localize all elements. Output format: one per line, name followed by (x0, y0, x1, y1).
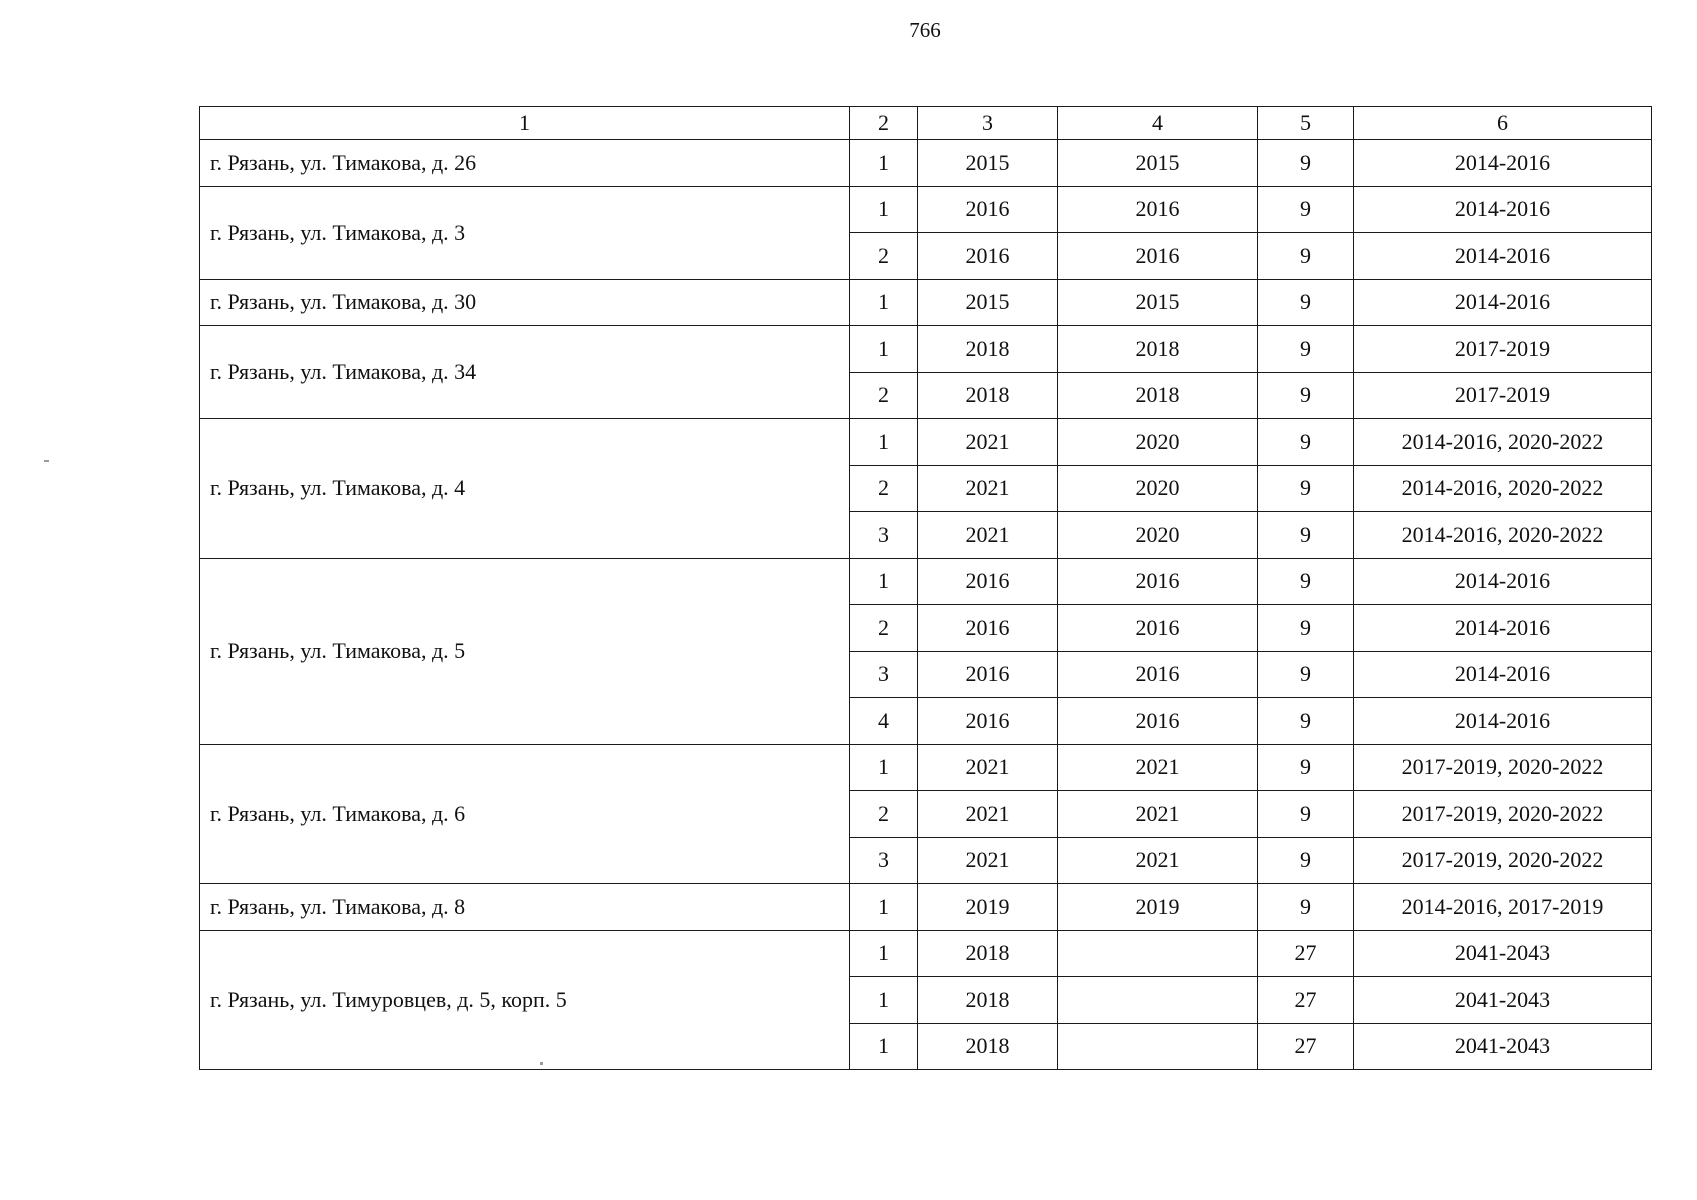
table-cell: 2018 (918, 372, 1058, 419)
table-cell: 2021 (1058, 837, 1258, 884)
table-cell: 27 (1258, 1023, 1354, 1070)
column-header: 2 (850, 107, 918, 140)
table-cell: 2015 (1058, 140, 1258, 187)
table-cell: 2017-2019 (1354, 326, 1652, 373)
table-cell: 2019 (918, 884, 1058, 931)
table-cell: 2041-2043 (1354, 977, 1652, 1024)
table-row (200, 558, 1652, 605)
table-cell: 2018 (918, 326, 1058, 373)
table-cell: 9 (1258, 419, 1354, 466)
table-cell: 1 (850, 140, 918, 187)
table-cell: 9 (1258, 744, 1354, 791)
table-cell: 2016 (918, 698, 1058, 745)
table-cell: 1 (850, 326, 918, 373)
table-cell: 9 (1258, 140, 1354, 187)
table-cell: 2021 (918, 465, 1058, 512)
table-cell: 1 (850, 186, 918, 233)
table-cell: 2 (850, 791, 918, 838)
table-cell: 2016 (918, 558, 1058, 605)
table-cell: 2014-2016 (1354, 605, 1652, 652)
table-cell: 2021 (918, 744, 1058, 791)
table-cell: 2015 (1058, 279, 1258, 326)
table-cell: 2020 (1058, 419, 1258, 466)
table-cell: 3 (850, 512, 918, 559)
table-row (200, 744, 1652, 791)
table-cell: 2021 (918, 512, 1058, 559)
table-cell (1058, 930, 1258, 977)
table-cell: 4 (850, 698, 918, 745)
table-cell: 9 (1258, 698, 1354, 745)
data-table (199, 106, 1652, 1070)
table-cell: 1 (850, 930, 918, 977)
table-cell: 2017-2019, 2020-2022 (1354, 791, 1652, 838)
table-cell: 1 (850, 279, 918, 326)
table-cell: 2014-2016 (1354, 186, 1652, 233)
column-header: 5 (1258, 107, 1354, 140)
page-number: 766 (909, 18, 941, 42)
address-cell: г. Рязань, ул. Тимакова, д. 4 (200, 419, 850, 559)
table-cell: 1 (850, 744, 918, 791)
table-cell: 2014-2016, 2017-2019 (1354, 884, 1652, 931)
table-row (200, 326, 1652, 373)
table-cell: 2014-2016 (1354, 698, 1652, 745)
address-cell: г. Рязань, ул. Тимакова, д. 34 (200, 326, 850, 419)
address-cell: г. Рязань, ул. Тимакова, д. 5 (200, 558, 850, 744)
scan-mark (44, 460, 49, 462)
table-row (200, 419, 1652, 466)
table-cell (1058, 977, 1258, 1024)
table-cell: 2021 (1058, 744, 1258, 791)
table-cell: 2016 (918, 651, 1058, 698)
table-cell: 9 (1258, 837, 1354, 884)
table-cell: 27 (1258, 930, 1354, 977)
table-cell: 2015 (918, 279, 1058, 326)
column-header: 1 (200, 107, 850, 140)
table-cell (1058, 1023, 1258, 1070)
table-row (200, 279, 1652, 326)
table-cell: 3 (850, 837, 918, 884)
column-header: 3 (918, 107, 1058, 140)
table-cell: 2021 (918, 791, 1058, 838)
address-cell: г. Рязань, ул. Тимакова, д. 30 (200, 279, 850, 326)
address-cell: г. Рязань, ул. Тимакова, д. 6 (200, 744, 850, 884)
table-cell: 9 (1258, 791, 1354, 838)
address-cell: г. Рязань, ул. Тимакова, д. 3 (200, 186, 850, 279)
table-cell: 2020 (1058, 512, 1258, 559)
table-cell: 2016 (918, 186, 1058, 233)
table-cell: 2021 (918, 419, 1058, 466)
table-cell: 2016 (918, 605, 1058, 652)
table-cell: 2018 (1058, 372, 1258, 419)
table-cell: 2020 (1058, 465, 1258, 512)
table-cell: 2 (850, 465, 918, 512)
table-cell: 2018 (918, 1023, 1058, 1070)
address-cell: г. Рязань, ул. Тимуровцев, д. 5, корп. 5 (200, 930, 850, 1070)
table-cell: 9 (1258, 558, 1354, 605)
scan-mark (540, 1062, 543, 1065)
table-cell: 2017-2019 (1354, 372, 1652, 419)
table-container (199, 106, 1651, 1070)
table-cell: 2014-2016 (1354, 140, 1652, 187)
table-cell: 2 (850, 372, 918, 419)
table-cell: 2021 (1058, 791, 1258, 838)
table-cell: 9 (1258, 326, 1354, 373)
table-cell: 2 (850, 233, 918, 280)
table-cell: 2019 (1058, 884, 1258, 931)
table-cell: 2016 (918, 233, 1058, 280)
table-cell: 2017-2019, 2020-2022 (1354, 837, 1652, 884)
table-cell: 2014-2016, 2020-2022 (1354, 465, 1652, 512)
table-cell: 9 (1258, 651, 1354, 698)
table-cell: 2014-2016 (1354, 651, 1652, 698)
table-cell: 2041-2043 (1354, 930, 1652, 977)
table-cell: 9 (1258, 279, 1354, 326)
table-cell: 9 (1258, 186, 1354, 233)
table-cell: 2021 (918, 837, 1058, 884)
table-cell: 1 (850, 1023, 918, 1070)
table-cell: 2014-2016, 2020-2022 (1354, 419, 1652, 466)
table-cell: 9 (1258, 372, 1354, 419)
table-cell: 9 (1258, 233, 1354, 280)
table-cell: 2014-2016, 2020-2022 (1354, 512, 1652, 559)
table-cell: 1 (850, 977, 918, 1024)
table-cell: 2018 (918, 930, 1058, 977)
table-cell: 2014-2016 (1354, 558, 1652, 605)
table-cell: 1 (850, 558, 918, 605)
table-cell: 2015 (918, 140, 1058, 187)
table-cell: 2016 (1058, 186, 1258, 233)
address-cell: г. Рязань, ул. Тимакова, д. 8 (200, 884, 850, 931)
table-cell: 9 (1258, 465, 1354, 512)
table-cell: 3 (850, 651, 918, 698)
table-cell: 2014-2016 (1354, 279, 1652, 326)
table-cell: 2016 (1058, 233, 1258, 280)
table-row (200, 930, 1652, 977)
table-cell: 2014-2016 (1354, 233, 1652, 280)
table-cell: 9 (1258, 884, 1354, 931)
table-cell: 2016 (1058, 558, 1258, 605)
table-cell: 2 (850, 605, 918, 652)
table-cell: 2017-2019, 2020-2022 (1354, 744, 1652, 791)
header-row (200, 107, 1652, 140)
table-row (200, 884, 1652, 931)
table-row (200, 186, 1652, 233)
table-cell: 27 (1258, 977, 1354, 1024)
table-body (200, 140, 1652, 1070)
table-cell: 2016 (1058, 605, 1258, 652)
table-cell: 2041-2043 (1354, 1023, 1652, 1070)
column-header: 4 (1058, 107, 1258, 140)
column-header: 6 (1354, 107, 1652, 140)
table-cell: 1 (850, 884, 918, 931)
table-cell: 2018 (1058, 326, 1258, 373)
table-cell: 9 (1258, 512, 1354, 559)
table-cell: 1 (850, 419, 918, 466)
table-cell: 2016 (1058, 698, 1258, 745)
table-cell: 9 (1258, 605, 1354, 652)
table-cell: 2018 (918, 977, 1058, 1024)
address-cell: г. Рязань, ул. Тимакова, д. 26 (200, 140, 850, 187)
table-cell: 2016 (1058, 651, 1258, 698)
table-row (200, 140, 1652, 187)
